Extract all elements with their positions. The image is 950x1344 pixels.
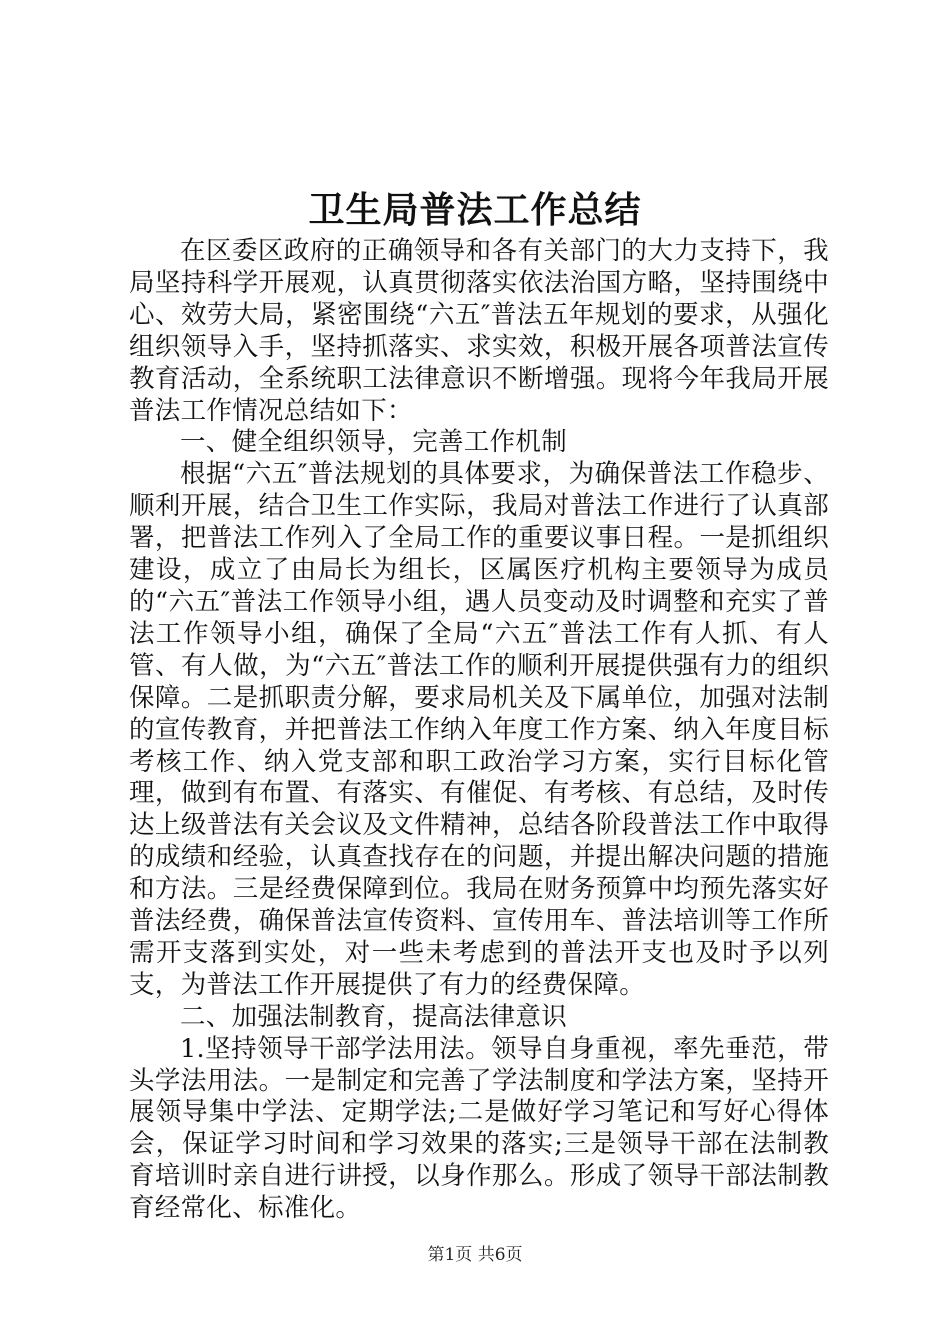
document-body [129, 236, 829, 1225]
intro-paragraph: 在区委区政府的正确领导和各有关部门的大力支持下，我局坚持科学开展观，认真贯彻落实依法治国方略，坚持围绕中心、效劳大局，紧密围绕“六五″普法五年规划的要求，从强化组织领导入手，坚持抓落实、求实效，积极开展各项普法宣传教育活动，全系统职工法律意识不断增强。现将今年我局开展普法工作情况总结如下： [129, 236, 829, 426]
page-footer: 第1页 共6页 [427, 1245, 523, 1265]
section-1-paragraph: 根据“六五″普法规划的具体要求，为确保普法工作稳步、顺利开展，结合卫生工作实际，我局对普法工作进行了认真部署，把普法工作列入了全局工作的重要议事日程。一是抓组织建设，成立了由局长为组长，区属医疗机构主要领导为成员的“六五″普法工作领导小组，遇人员变动及时调整和充实了普法工作领导小组，确保了全局“六五″普法工作有人抓、有人管、有人做，为“六五″普法工作的顺利开展提供强有力的组织保障。二是抓职责分解，要求局机关及下属单位，加强对法制的宣传教育，并把普法工作纳入年度工作方案、纳入年度目标考核工作、纳入党支部和职工政治学习方案，实行目标化管理，做到有布置、有落实、有催促、有考核、有总结，及时传达上级普法有关会议及文件精神，总结各阶段普法工作中取得的成绩和经验，认真查找存在的问题，并提出解决问题的措施和方法。三是经费保障到位。我局在财务预算中均预先落实好普法经费，确保普法宣传资料、宣传用车、普法培训等工作所需开支落到实处，对一些未考虑到的普法开支也及时予以列支，为普法工作开展提供了有力的经费保障。 [129, 459, 829, 1000]
section-heading-1: 一、健全组织领导，完善工作机制 [180, 427, 568, 458]
section-2-paragraph: 1.坚持领导干部学法用法。领导自身重视，率先垂范，带头学法用法。一是制定和完善了学法制度和学法方案，坚持开展领导集中学法、定期学法;二是做好学习笔记和写好心得体会，保证学习时间和学习效果的落实;三是领导干部在法制教育培训时亲自进行讲授，以身作那么。形成了领导干部法制教育经常化、标准化。 [129, 1033, 829, 1224]
document-title: 卫生局普法工作总结 [308, 189, 642, 231]
section-heading-2: 二、加强法制教育，提高法律意识 [180, 1001, 568, 1032]
